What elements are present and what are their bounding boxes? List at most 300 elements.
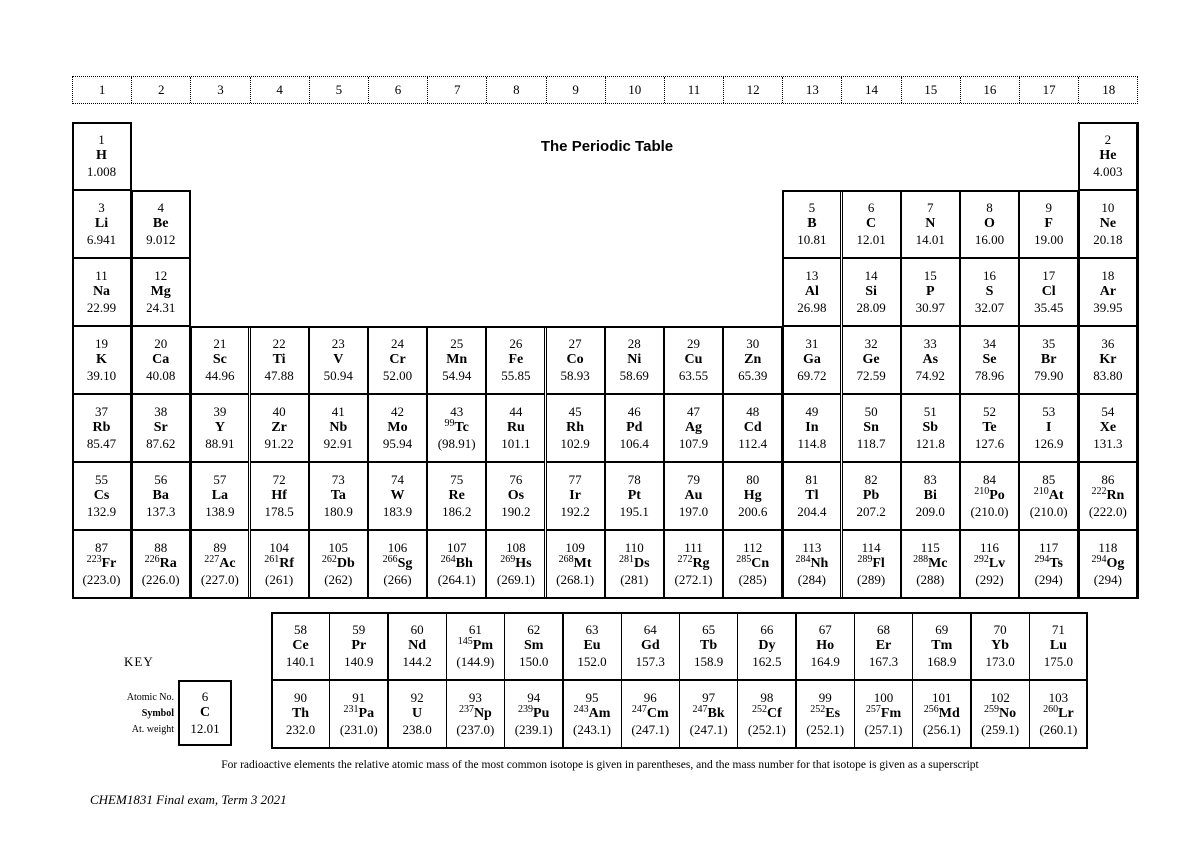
atomic-weight: (252.1)	[806, 722, 845, 737]
element-symbol: Xe	[1099, 420, 1117, 435]
element-mt	[546, 530, 605, 598]
key-example-number: 6	[201, 689, 209, 704]
atomic-weight: (266)	[383, 572, 412, 587]
element-re	[427, 462, 486, 530]
key-legend	[100, 690, 174, 738]
lanthanide-ho	[796, 612, 855, 680]
element-symbol: Rh	[566, 420, 585, 435]
atomic-number: 32	[864, 336, 878, 351]
element-as	[901, 326, 960, 394]
element-nh	[782, 530, 841, 598]
element-symbol: Sm	[523, 638, 544, 653]
atomic-number: 55	[95, 472, 108, 487]
atomic-number: 35	[1042, 336, 1056, 351]
atomic-weight: 22.99	[86, 300, 117, 315]
atomic-weight: (294)	[1093, 572, 1122, 587]
atomic-weight: 195.1	[619, 504, 649, 519]
element-ca	[131, 326, 190, 394]
element-o	[960, 190, 1019, 258]
atomic-weight: 167.3	[868, 654, 899, 669]
atomic-weight: 200.6	[738, 504, 768, 519]
atomic-number: 81	[805, 472, 819, 487]
element-symbol: $^{262}$Db	[321, 554, 355, 571]
atomic-weight: 30.97	[915, 300, 945, 315]
atomic-weight: 138.9	[205, 504, 235, 519]
atomic-weight: 87.62	[146, 436, 176, 451]
element-symbol: Cr	[389, 352, 406, 367]
atomic-number: 98	[760, 690, 774, 705]
atomic-number: 95	[585, 690, 599, 705]
atomic-weight: 72.59	[856, 368, 886, 383]
element-symbol: Er	[875, 638, 892, 653]
atomic-number: 17	[1042, 268, 1056, 283]
group-number-16: 16	[961, 77, 1020, 103]
atomic-number: 18	[1101, 268, 1115, 283]
atomic-weight: (237.0)	[456, 722, 495, 737]
atomic-number: 111	[684, 540, 703, 555]
atomic-weight: (98.91)	[437, 436, 476, 451]
atomic-number: 87	[95, 540, 108, 555]
atomic-weight: 16.00	[974, 232, 1005, 247]
atomic-number: 100	[873, 690, 894, 705]
key-symbol-label: Symbol	[141, 708, 174, 719]
atomic-number: 7	[927, 200, 934, 215]
group-number-8: 8	[487, 77, 546, 103]
atomic-number: 92	[410, 690, 424, 705]
element-symbol: Mn	[446, 352, 468, 367]
element-symbol: Tb	[700, 638, 718, 653]
element-symbol: $^{99}$Tc	[444, 418, 469, 435]
atomic-number: 86	[1101, 472, 1115, 487]
mass-number: 247	[631, 704, 647, 715]
element-symbol: $^{226}$Ra	[144, 554, 177, 571]
element-sb	[901, 394, 960, 462]
atomic-number: 11	[95, 268, 108, 283]
element-te	[960, 394, 1019, 462]
mass-number: 288	[913, 554, 929, 565]
atomic-number: 10	[1101, 200, 1115, 215]
element-symbol: Cu	[684, 352, 703, 367]
actinide-am	[563, 680, 622, 748]
atomic-weight: (210.0)	[1029, 504, 1068, 519]
lanthanide-pm	[446, 612, 505, 680]
actinide-es	[796, 680, 855, 748]
atomic-weight: 164.9	[810, 654, 840, 669]
element-symbol: Pd	[626, 420, 643, 435]
atomic-weight: 158.9	[693, 654, 724, 669]
element-cd	[723, 394, 782, 462]
element-hf	[250, 462, 309, 530]
atomic-number: 2	[1104, 132, 1112, 147]
element-symbol: Co	[566, 352, 584, 367]
atomic-weight: 209.0	[915, 504, 945, 519]
key-example-symbol: C	[199, 705, 211, 720]
mass-number: 247	[692, 704, 708, 715]
atomic-weight: (288)	[916, 572, 945, 587]
element-symbol: Cl	[1041, 284, 1056, 299]
element-symbol: Gd	[640, 638, 660, 653]
atomic-weight: (222.0)	[1088, 504, 1127, 519]
element-symbol: $^{294}$Ts	[1034, 554, 1063, 571]
element-i	[1019, 394, 1078, 462]
mass-number: 284	[795, 554, 811, 565]
mass-number: 210	[1033, 486, 1049, 497]
element-ar	[1078, 258, 1137, 326]
element-cu	[664, 326, 723, 394]
element-v	[309, 326, 368, 394]
atomic-weight: (292)	[975, 572, 1004, 587]
atomic-number: 117	[1039, 540, 1059, 555]
atomic-weight: (231.0)	[339, 722, 378, 737]
atomic-weight: 102.9	[560, 436, 590, 451]
atomic-number: 21	[213, 336, 227, 351]
atomic-number: 54	[1101, 404, 1115, 419]
atomic-number: 109	[565, 540, 585, 555]
atomic-number: 51	[923, 404, 937, 419]
atomic-number: 41	[331, 404, 345, 419]
element-symbol: La	[211, 488, 229, 503]
element-symbol: Ga	[802, 352, 821, 367]
element-ta	[309, 462, 368, 530]
atomic-number: 45	[568, 404, 582, 419]
group-number-15: 15	[902, 77, 961, 103]
atomic-weight: (262)	[324, 572, 353, 587]
atomic-number: 33	[923, 336, 937, 351]
atomic-number: 96	[643, 690, 657, 705]
atomic-number: 114	[861, 540, 881, 555]
atomic-weight: 192.2	[560, 504, 590, 519]
atomic-weight: 101.1	[501, 436, 531, 451]
element-symbol: $^{210}$Po	[974, 486, 1005, 503]
atomic-number: 16	[983, 268, 996, 283]
atomic-number: 110	[624, 540, 644, 555]
atomic-weight: 144.2	[402, 654, 432, 669]
element-bi	[901, 462, 960, 530]
atomic-number: 70	[993, 622, 1007, 637]
atomic-weight: 150.0	[519, 654, 549, 669]
atomic-number: 59	[352, 622, 366, 637]
atomic-weight: 232.0	[285, 722, 316, 737]
atomic-weight: 20.18	[1093, 232, 1123, 247]
atomic-weight: 10.81	[797, 232, 827, 247]
element-symbol: $^{292}$Lv	[973, 554, 1006, 571]
atomic-weight: 107.9	[678, 436, 709, 451]
mass-number: 268	[558, 554, 574, 565]
actinide-bk	[679, 680, 738, 748]
atomic-weight: 207.2	[856, 504, 886, 519]
atomic-weight: 186.2	[442, 504, 472, 519]
element-symbol: $^{266}$Sg	[382, 554, 413, 571]
atomic-weight: 35.45	[1034, 300, 1064, 315]
element-symbol: Ti	[272, 352, 286, 367]
element-la	[190, 462, 249, 530]
element-symbol: Eu	[583, 638, 601, 653]
element-be	[131, 190, 190, 258]
atomic-weight: 6.941	[86, 232, 117, 247]
atomic-number: 38	[154, 404, 168, 419]
atomic-number: 88	[154, 540, 168, 555]
mass-number: 243	[573, 704, 589, 715]
element-hg	[723, 462, 782, 530]
atomic-weight: (243.1)	[573, 722, 611, 737]
element-rg	[664, 530, 723, 598]
group-number-13: 13	[783, 77, 842, 103]
element-ni	[605, 326, 664, 394]
actinide-no	[971, 680, 1030, 748]
element-symbol: $^{281}$Ds	[619, 554, 650, 571]
atomic-weight: 190.2	[501, 504, 531, 519]
atomic-weight: 162.5	[752, 654, 782, 669]
atomic-weight: 168.9	[927, 654, 957, 669]
atomic-weight: 52.00	[382, 368, 413, 383]
element-kr	[1078, 326, 1137, 394]
atomic-number: 23	[331, 336, 345, 351]
atomic-weight: 50.94	[323, 368, 353, 383]
element-symbol: $^{257}$Fm	[865, 704, 902, 721]
atomic-number: 60	[410, 622, 424, 637]
element-symbol: Re	[448, 488, 465, 503]
element-symbol: Y	[214, 420, 225, 435]
element-se	[960, 326, 1019, 394]
atomic-number: 94	[527, 690, 541, 705]
element-symbol: B	[807, 216, 817, 231]
mass-number: 260	[1043, 704, 1059, 715]
atomic-number: 14	[864, 268, 878, 283]
atomic-number: 44	[509, 404, 523, 419]
lanthanide-lu	[1029, 612, 1088, 680]
element-symbol: C	[866, 216, 877, 231]
element-fl	[842, 530, 901, 598]
element-symbol: Yb	[991, 638, 1010, 653]
atomic-weight: 106.4	[619, 436, 649, 451]
element-symbol: $^{272}$Rg	[677, 554, 710, 571]
atomic-number: 73	[331, 472, 345, 487]
element-ru	[486, 394, 545, 462]
element-symbol: $^{269}$Hs	[500, 554, 532, 571]
atomic-number: 71	[1051, 622, 1065, 637]
atomic-number: 82	[864, 472, 878, 487]
atomic-weight: 1.008	[86, 164, 117, 179]
exam-label: CHEM1831 Final exam, Term 3 2021	[90, 792, 287, 807]
atomic-number: 31	[805, 336, 819, 351]
group-number-17: 17	[1020, 77, 1079, 103]
atomic-number: 115	[920, 540, 940, 555]
atomic-number: 68	[877, 622, 890, 637]
element-ag	[664, 394, 723, 462]
element-cn	[723, 530, 782, 598]
mass-number: 294	[1091, 554, 1107, 565]
element-f	[1019, 190, 1078, 258]
element-symbol: As	[922, 352, 939, 367]
group-number-11: 11	[665, 77, 724, 103]
atomic-number: 58	[294, 622, 307, 637]
atomic-number: 105	[328, 540, 349, 555]
atomic-number: 61	[468, 622, 482, 637]
element-symbol: Sn	[863, 420, 879, 435]
actinide-pu	[504, 680, 563, 748]
actinide-pa	[329, 680, 388, 748]
lanthanide-ce	[271, 612, 330, 680]
atomic-weight: 88.91	[205, 436, 235, 451]
element-po	[960, 462, 1019, 530]
atomic-number: 66	[760, 622, 774, 637]
atomic-weight: (261)	[265, 572, 294, 587]
atomic-weight: 95.94	[382, 436, 413, 451]
atomic-number: 116	[979, 540, 1000, 555]
atomic-number: 90	[294, 690, 307, 705]
element-symbol: Th	[291, 706, 310, 721]
element-ac	[190, 530, 249, 598]
mass-number: 231	[343, 704, 359, 715]
actinide-fm	[854, 680, 913, 748]
element-p	[901, 258, 960, 326]
element-bh	[427, 530, 486, 598]
atomic-number: 22	[272, 336, 286, 351]
atomic-weight: (239.1)	[514, 722, 553, 737]
atomic-weight: 28.09	[856, 300, 886, 315]
element-symbol: $^{237}$Np	[458, 704, 492, 721]
element-al	[782, 258, 841, 326]
atomic-weight: 92.91	[323, 436, 353, 451]
atomic-number: 91	[352, 690, 366, 705]
element-sg	[368, 530, 427, 598]
atomic-number: 43	[450, 404, 464, 419]
atomic-weight: (269.1)	[496, 572, 535, 587]
element-symbol: Rb	[92, 420, 111, 435]
atomic-number: 57	[213, 472, 227, 487]
element-symbol: Ir	[569, 488, 581, 503]
element-symbol: Nb	[329, 420, 348, 435]
atomic-number: 63	[585, 622, 599, 637]
atomic-weight: 79.90	[1034, 368, 1064, 383]
atomic-weight: (264.1)	[437, 572, 476, 587]
element-symbol: Tl	[805, 488, 819, 503]
lanthanide-gd	[621, 612, 680, 680]
group-number-18: 18	[1102, 82, 1116, 97]
atomic-weight: (223.0)	[82, 572, 121, 587]
key-example-weight: 12.01	[190, 721, 220, 736]
atomic-weight: 14.01	[915, 232, 945, 247]
element-rb	[72, 394, 131, 462]
element-symbol: $^{268}$Mt	[558, 554, 592, 571]
footnote: For radioactive elements the relative atomic mass of the most common isotope is given in parentheses, and the mass number for that isotope is given as a superscript	[221, 759, 979, 771]
atomic-number: 83	[923, 472, 937, 487]
atomic-weight: (252.1)	[747, 722, 786, 737]
atomic-weight: (294)	[1034, 572, 1063, 587]
atomic-weight: 91.22	[264, 436, 294, 451]
element-tc	[427, 394, 486, 462]
element-symbol: Fe	[508, 352, 524, 367]
element-n	[901, 190, 960, 258]
element-symbol: O	[984, 216, 995, 231]
element-symbol: Hg	[743, 488, 762, 503]
atomic-weight: 118.7	[856, 436, 886, 451]
mass-number: 237	[458, 704, 474, 715]
atomic-number: 49	[805, 404, 819, 419]
element-symbol: Al	[804, 284, 819, 299]
mass-number: 281	[619, 554, 635, 565]
element-lv	[960, 530, 1019, 598]
element-symbol: Pr	[351, 638, 367, 653]
atomic-weight: 112.4	[738, 436, 768, 451]
element-he	[1078, 122, 1137, 190]
element-symbol: I	[1045, 420, 1052, 435]
element-symbol: Mg	[150, 284, 171, 299]
mass-number: 222	[1091, 486, 1107, 497]
atomic-weight: 85.47	[86, 436, 117, 451]
element-symbol: In	[805, 420, 819, 435]
group-number-4: 4	[251, 77, 310, 103]
element-symbol: Ta	[330, 488, 346, 503]
atomic-weight: 4.003	[1093, 164, 1123, 179]
lanthanide-yb	[971, 612, 1030, 680]
atomic-number: 8	[986, 200, 993, 215]
element-symbol: H	[96, 148, 107, 163]
mass-number: 264	[440, 554, 456, 565]
atomic-weight: (260.1)	[1039, 722, 1078, 737]
element-symbol: $^{222}$Rn	[1091, 486, 1125, 503]
element-zr	[250, 394, 309, 462]
element-ne	[1078, 190, 1137, 258]
atomic-number: 80	[746, 472, 760, 487]
lanthanide-eu	[563, 612, 622, 680]
mass-number: 227	[204, 554, 220, 565]
element-symbol: Ge	[862, 352, 880, 367]
atomic-weight: 26.98	[797, 300, 827, 315]
atomic-weight: 197.0	[678, 504, 709, 519]
element-pb	[842, 462, 901, 530]
actinide-cm	[621, 680, 680, 748]
element-mc	[901, 530, 960, 598]
mass-number: 292	[973, 554, 989, 565]
element-ge	[842, 326, 901, 394]
atomic-weight: (257.1)	[864, 722, 903, 737]
atomic-weight: 175.0	[1043, 654, 1074, 669]
element-symbol: Ni	[627, 352, 642, 367]
element-symbol: Ag	[684, 420, 703, 435]
atomic-weight: 152.0	[577, 654, 607, 669]
element-os	[486, 462, 545, 530]
element-symbol: $^{284}$Nh	[795, 554, 829, 571]
atomic-weight: (247.1)	[689, 722, 728, 737]
atomic-weight: 32.07	[974, 300, 1005, 315]
atomic-weight: (256.1)	[922, 722, 961, 737]
element-si	[842, 258, 901, 326]
atomic-weight: (289)	[857, 572, 886, 587]
atomic-number: 20	[154, 336, 168, 351]
atomic-number: 76	[509, 472, 523, 487]
atomic-number: 69	[935, 622, 949, 637]
element-db	[309, 530, 368, 598]
atomic-number: 84	[983, 472, 996, 487]
atomic-weight: (226.0)	[141, 572, 180, 587]
mass-number: 259	[984, 704, 1000, 715]
group-number-14: 14	[842, 77, 901, 103]
element-symbol: $^{223}$Fr	[86, 554, 117, 571]
element-symbol: Be	[152, 216, 169, 231]
element-sn	[842, 394, 901, 462]
element-symbol: $^{227}$Ac	[204, 554, 236, 571]
atomic-number: 102	[990, 690, 1010, 705]
atomic-weight: 44.96	[205, 368, 235, 383]
element-symbol: Sb	[922, 420, 939, 435]
atomic-number: 85	[1042, 472, 1056, 487]
element-symbol: Tm	[931, 638, 953, 653]
atomic-weight: 39.10	[86, 368, 117, 383]
element-symbol: Os	[507, 488, 525, 503]
atomic-number: 42	[391, 404, 404, 419]
atomic-number: 1	[98, 132, 105, 147]
